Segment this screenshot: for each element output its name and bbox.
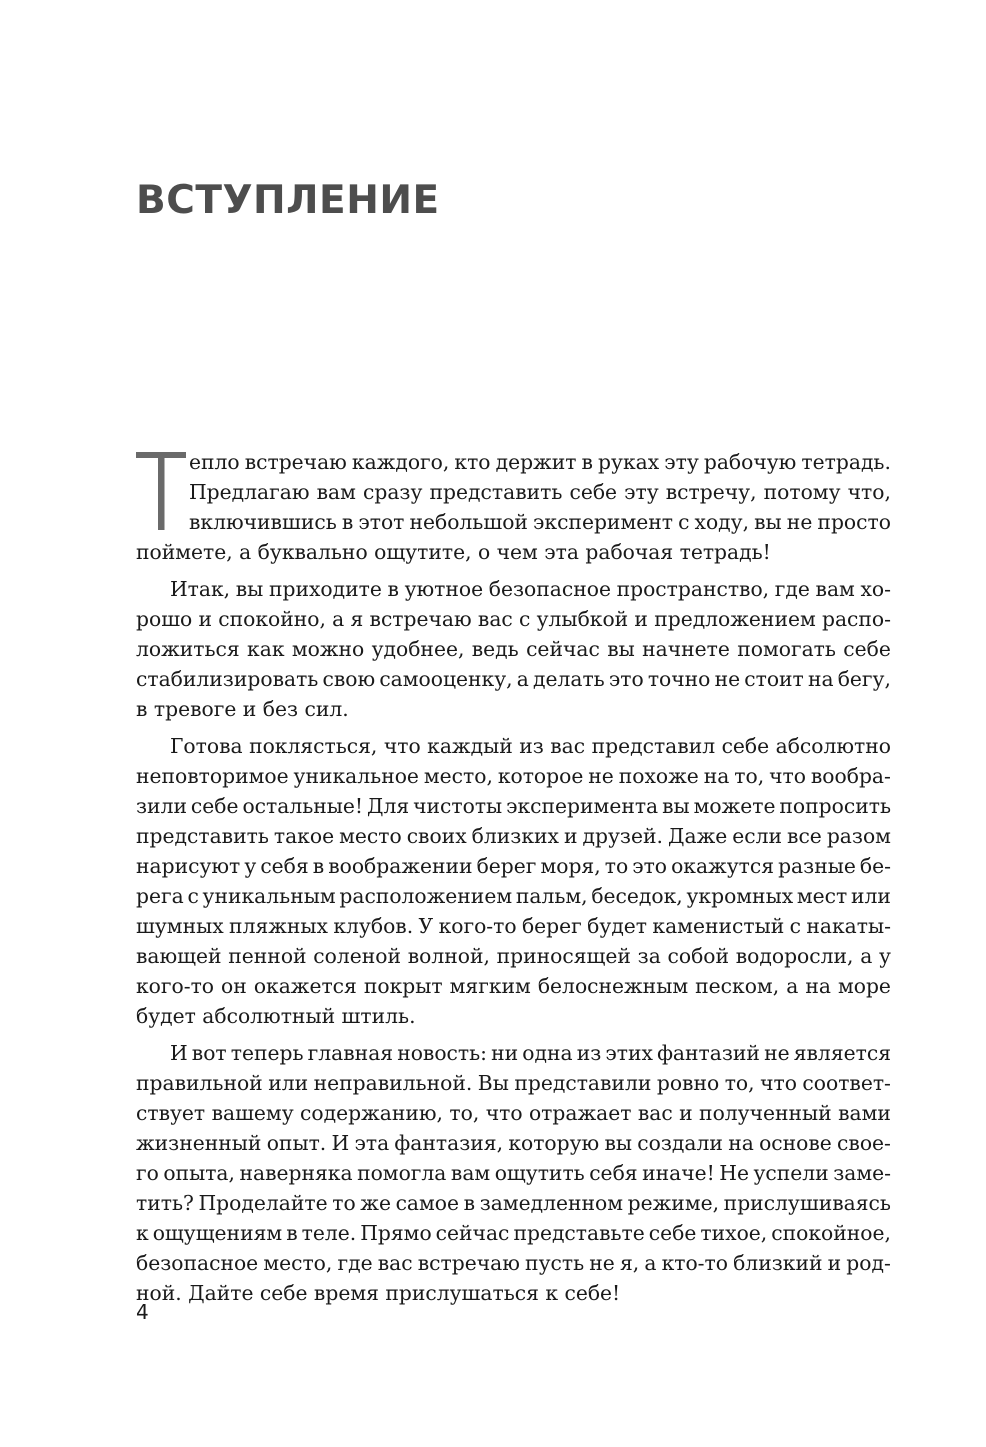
text-line: нарисуют у себя в воображении берег моря, то это окажутся разные бе- (136, 854, 891, 878)
text-line: ложиться как можно удобнее, ведь сейчас вы начнете помогать себе (136, 637, 891, 661)
text-line: го опыта, наверняка помогла вам ощутить себя иначе! Не успели заме- (136, 1161, 891, 1185)
text-line: неповторимое уникальное место, которое не похоже на то, что вообра- (136, 764, 891, 788)
text-line: стабилизировать свою самооценку, а делать это точно не стоит на бегу, (136, 667, 891, 691)
text-line: кого-то он окажется покрыт мягким белоснежным песком, а на море (136, 974, 891, 998)
page-number: 4 (136, 1300, 149, 1324)
text-line: вающей пенной соленой волной, приносящей за собой водоросли, а у (136, 944, 891, 968)
text-line: безопасное место, где вас встречаю пусть не я, а кто-то близкий и род- (136, 1251, 891, 1275)
paragraph (136, 447, 891, 567)
text-line: правильной или неправильной. Вы представили ровно то, что соответ- (136, 1071, 891, 1095)
text-line: к ощущениям в теле. Прямо сейчас представьте себе тихое, спокойное, (136, 1221, 891, 1245)
paragraph (136, 574, 891, 724)
chapter-title: ВСТУПЛЕНИЕ (136, 178, 440, 223)
text-line: зили себе остальные! Для чистоты эксперимента вы можете попросить (136, 794, 891, 818)
text-line: поймете, а буквально ощутите, о чем эта рабочая тетрадь! (136, 540, 771, 564)
text-line: ствует вашему содержанию, то, что отражает вас и полученный вами (136, 1101, 891, 1125)
text-line: еплo встречаю каждого, кто держит в руках эту рабочую тетрадь. (189, 450, 891, 474)
paragraph (136, 731, 891, 1031)
text-line: в тревоге и без сил. (136, 697, 349, 721)
text-line: включившись в этот небольшой эксперимент с ходу, вы не просто (189, 510, 891, 534)
text-line: Предлагаю вам сразу представить себе эту встречу, потому что, (189, 480, 891, 504)
text-line: шумных пляжных клубов. У кого-то берег будет каменистый с накаты- (136, 914, 891, 938)
text-line: будет абсолютный штиль. (136, 1004, 416, 1028)
text-line: представить такое место своих близких и друзей. Даже если все разом (136, 824, 891, 848)
text-line: Готова поклясться, что каждый из вас представил себе абсолютно (170, 734, 891, 758)
text-line: тить? Проделайте то же самое в замедленном режиме, прислушиваясь (136, 1191, 891, 1215)
text-line: жизненный опыт. И эта фантазия, которую вы создали на основе свое- (136, 1131, 891, 1155)
text-line: ной. Дайте себе время прислушаться к себе! (136, 1281, 621, 1305)
paragraph (136, 1038, 891, 1308)
text-line: рега с уникальным расположением пальм, беседок, укромных мест или (136, 884, 891, 908)
text-line: рошо и спокойно, а я встречаю вас с улыбкой и предложением распо- (136, 607, 891, 631)
text-line: Итак, вы приходите в уютное безопасное пространство, где вам хо- (170, 577, 891, 601)
text-line: И вот теперь главная новость: ни одна из этих фантазий не является (170, 1041, 891, 1065)
body-text (136, 447, 891, 1308)
